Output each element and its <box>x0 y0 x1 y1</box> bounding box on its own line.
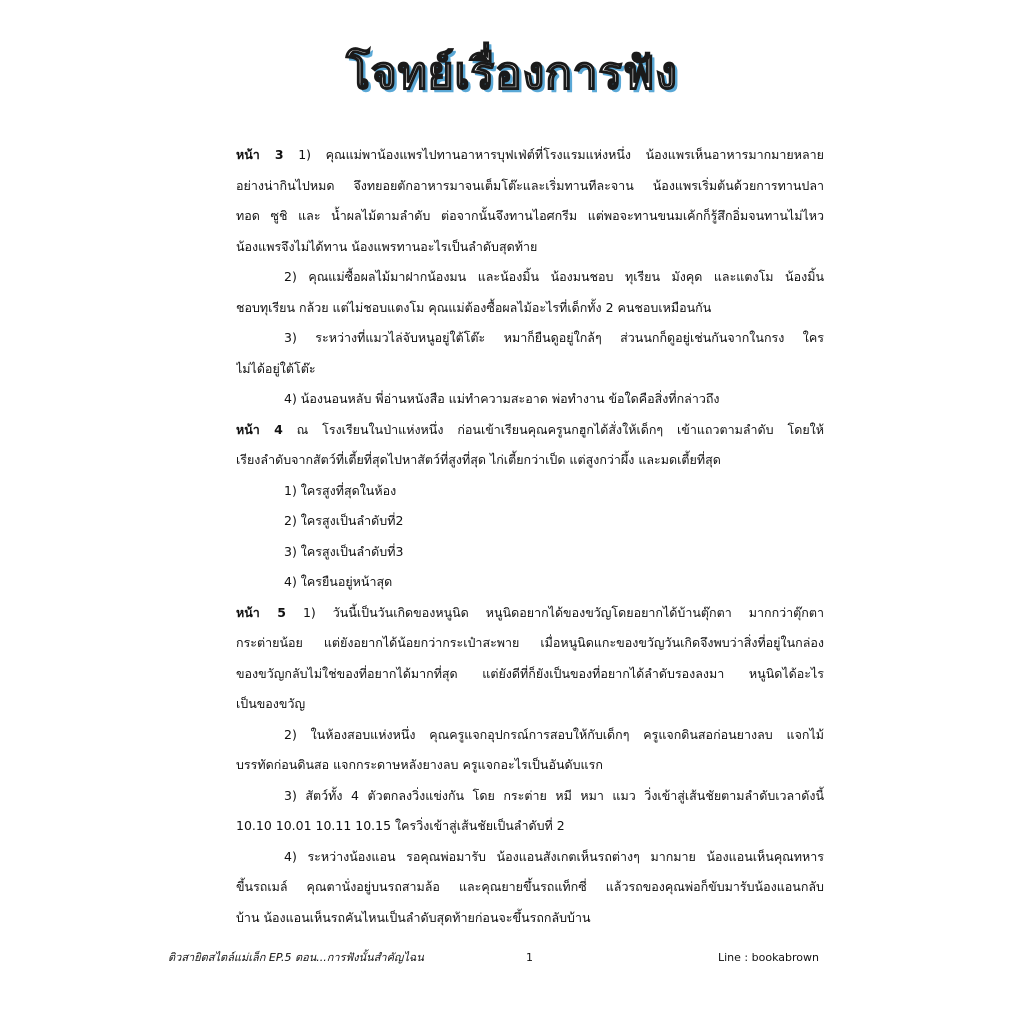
p4-item-2: 2) ใครสูงเป็นลำดับที่2 <box>284 513 404 528</box>
footer-line-contact: Line : bookabrown <box>718 951 819 964</box>
footer-page-number: 1 <box>526 951 533 964</box>
p4-intro-line-2: เรียงลำดับจากสัตว์ที่เตี้ยที่สุดไปหาสัตว์ที่สูงที่สุด ไก่เตี้ยกว่าเป็ด แต่สูงกว่าผึ้ง และมดเตี้ยที่สุด <box>236 452 721 467</box>
p5-q2-line-2: บรรทัดก่อนดินสอ แจกกระดาษหลังยางลบ ครูแจกอะไรเป็นอันดับแรก <box>236 757 603 772</box>
document-body <box>236 140 824 933</box>
section-label-p4: หน้า 4 <box>236 421 283 437</box>
p5-q1-line-4: เป็นของขวัญ <box>236 696 306 711</box>
p3-q1-line-4: น้องแพรจึงไม่ได้ทาน น้องแพรทานอะไรเป็นลำดับสุดท้าย <box>236 238 538 254</box>
p5-q1-line-2: กระต่ายน้อย แต่ยังอยากได้น้อยกว่ากระเป๋าสะพาย เมื่อหนูนิดแกะของขวัญวันเกิดจึงพบว่าสิ่งที่อยู่ในกล่อง <box>236 635 824 650</box>
p4-intro-line-1: หน้า 4 ณ โรงเรียนในป่าแห่งหนึ่ง ก่อนเข้าเรียนคุณครูนกฮูกได้สั่งให้เด็กๆ เข้าแถวตามลำดับ โดยให้ <box>236 421 824 437</box>
p3-q2-line-1: 2) คุณแม่ซื้อผลไม้มาฝากน้องมน และน้องมิ้น น้องมนชอบ ทุเรียน มังคุด และแตงโม น้องมิ้น <box>284 269 824 284</box>
footer-series-title: ติวสายิตสไตล์แม่เล็ก EP.5 ตอน...การฟังนั้นสำคัญไฉน <box>168 951 424 964</box>
p5-q1-line-3: ของขวัญกลับไม่ใช่ของที่อยากได้มากที่สุด แต่ยังดีที่ก็ยังเป็นของที่อยากได้ลำดับรองลงมา หนูนิดได้อะไร <box>236 665 824 681</box>
p3-q4: 4) น้องนอนหลับ พี่อ่านหนังสือ แม่ทำความสะอาด พ่อทำงาน ข้อใดคือสิ่งที่กล่าวถึง <box>284 391 720 406</box>
p5-q3-line-2: 10.10 10.01 10.11 10.15 ใครวิ่งเข้าสู่เส้นชัยเป็นลำดับที่ 2 <box>236 818 565 833</box>
p4-item-3: 3) ใครสูงเป็นลำดับที่3 <box>284 543 404 559</box>
p5-q4-line-3: บ้าน น้องแอนเห็นรถคันไหนเป็นลำดับสุดท้ายก่อนจะขึ้นรถกลับบ้าน <box>236 909 591 925</box>
p5-q1-line-1: หน้า 5 1) วันนี้เป็นวันเกิดของหนูนิด หนูนิดอยากได้ของขวัญโดยอยากได้บ้านตุ๊กตา มากกว่าตุ๊กตา <box>236 604 824 620</box>
p4-item-4: 4) ใครยืนอยู่หน้าสุด <box>284 574 393 589</box>
p3-q3-line-1: 3) ระหว่างที่แมวไล่จับหนูอยู่ใต้โต๊ะ หมาก็ยืนดูอยู่ใกล้ๆ ส่วนนกก็ดูอยู่เช่นกันจากในกรง ใคร <box>284 330 824 345</box>
p4-item-1: 1) ใครสูงที่สุดในห้อง <box>284 482 397 498</box>
p3-q1-line-3: ทอด ซูชิ และ น้ำผลไม้ตามลำดับ ต่อจากนั้นจึงทานไอศกรีม แต่พอจะทานขนมเค้กก็รู้สึกอิ่มจนทานไม่ไหว <box>236 208 824 223</box>
page-title: โจทย์เรื่องการฟัง <box>346 48 678 99</box>
section-label-p3: หน้า 3 <box>236 147 284 162</box>
p5-q3-line-1: 3) สัตว์ทั้ง 4 ตัวตกลงวิ่งแข่งกัน โดย กระต่าย หมี หมา แมว วิ่งเข้าสู่เส้นชัยตามลำดับเวลาดังนี้ <box>284 787 824 803</box>
p5-q4-line-2: ขี้นรถเมล์ คุณตานั่งอยู่บนรถสามล้อ และคุณยายขึ้นรถแท็กซี่ แล้วรถของคุณพ่อก็ขับมารับน้องแอนกลับ <box>236 879 824 894</box>
section-label-p5: หน้า 5 <box>236 604 286 620</box>
p3-q1-line-1: หน้า 3 1) คุณแม่พาน้องแพรไปทานอาหารบุฟเฟ่ต์ที่โรงแรมแห่งหนึ่ง น้องแพรเห็นอาหารมากมายหลาย <box>236 147 824 162</box>
p3-q2-line-2: ชอบทุเรียน กล้วย แต่ไม่ชอบแตงโม คุณแม่ต้องซื้อผลไม้อะไรที่เด็กทั้ง 2 คนชอบเหมือนกัน <box>236 299 712 315</box>
p5-q4-line-1: 4) ระหว่างน้องแอน รอคุณพ่อมารับ น้องแอนสังเกตเห็นรถต่างๆ มากมาย น้องแอนเห็นคุณทหาร <box>284 848 824 864</box>
p3-q3-line-2: ไม่ได้อยู่ใต้โต๊ะ <box>236 360 316 376</box>
p3-q1-line-2: อย่างน่ากินไปหมด จึงทยอยตักอาหารมาจนเต็มโต๊ะและเริ่มทานทีละจาน น้องแพรเริ่มต้นด้วยการทานปลา <box>236 177 824 193</box>
p5-q2-line-1: 2) ในห้องสอบแห่งหนึ่ง คุณครูแจกอุปกรณ์การสอบให้กับเด็กๆ ครูแจกดินสอก่อนยางลบ แจกไม้ <box>284 726 824 742</box>
